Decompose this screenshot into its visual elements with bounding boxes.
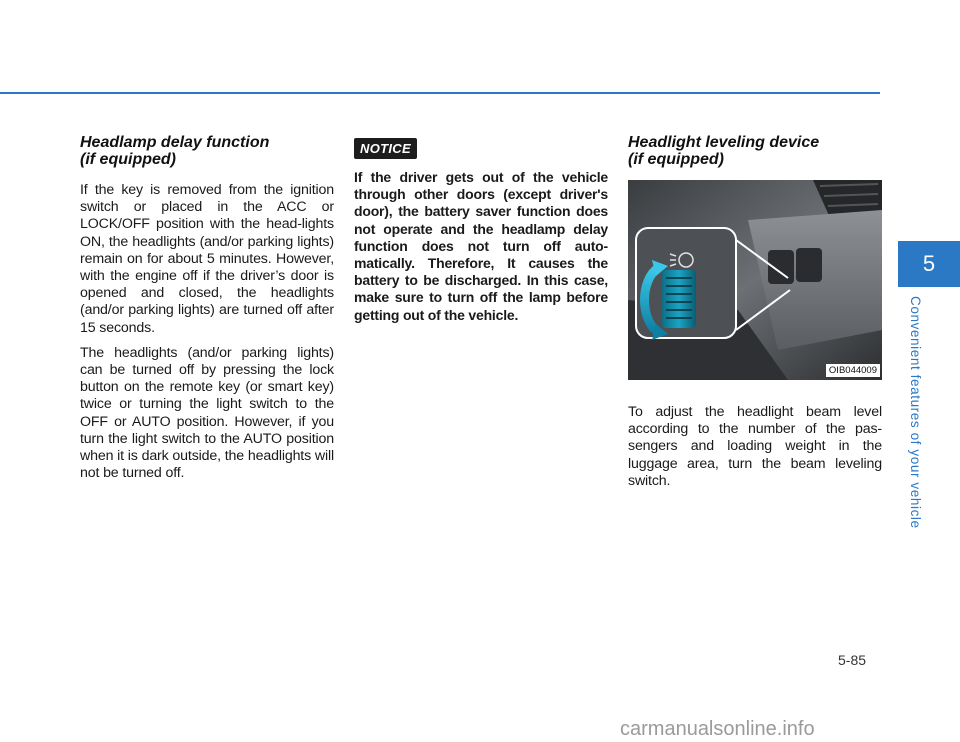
- heading-line-1: Headlight leveling device: [628, 134, 820, 151]
- header-rule: [0, 92, 880, 94]
- chapter-title: Convenient features of your vehicle: [908, 296, 923, 529]
- section-heading-headlamp-delay: [80, 134, 334, 168]
- heading-line-2: (if equipped): [80, 151, 176, 168]
- image-caption: OIB044009: [826, 364, 880, 377]
- chapter-tab: 5: [898, 241, 960, 287]
- notice-text: If the driver gets out of the vehicle through other doors (except driver's door), the battery saver function does not operate and the headlamp delay function does not turn off auto-matically. Therefore, It causes the battery to be discharged. In this case, make sure to turn off the lamp before getting out of the vehicle.: [354, 169, 608, 323]
- section-heading-headlight-leveling: [628, 134, 882, 168]
- dashboard-illustration: [628, 180, 882, 380]
- notice-badge: NOTICE: [354, 138, 417, 159]
- headlight-leveling-switch-photo: [628, 180, 882, 380]
- column-headlamp-delay: [80, 134, 334, 490]
- page-number: 5-85: [838, 652, 867, 668]
- heading-line-1: Headlamp delay function: [80, 134, 270, 151]
- paragraph: If the key is removed from the ignition switch or placed in the ACC or LOCK/OFF position with the head-lights ON, the headlights (and/or parking lights) remain on for about 5 minutes. However, with the engine off if the driver’s door is opened and closed, the headlights (and/or parking lights) are turned off after 15 seconds.: [80, 182, 334, 336]
- column-headlight-leveling: [628, 134, 882, 498]
- watermark: carmanualsonline.info: [620, 718, 815, 740]
- column-notice: [354, 134, 608, 324]
- paragraph: The headlights (and/or parking lights) can be turned off by pressing the lock button on the remote key (or smart key) twice or turning the light switch to the OFF or AUTO position. However, if you turn the light switch to the AUTO position when it is dark outside, the headlights will not be turned off.: [80, 344, 334, 482]
- heading-line-2: (if equipped): [628, 151, 724, 168]
- paragraph: To adjust the headlight beam level according to the number of the pas-sengers and loading weight in the luggage area, turn the beam leveling switch.: [628, 404, 882, 489]
